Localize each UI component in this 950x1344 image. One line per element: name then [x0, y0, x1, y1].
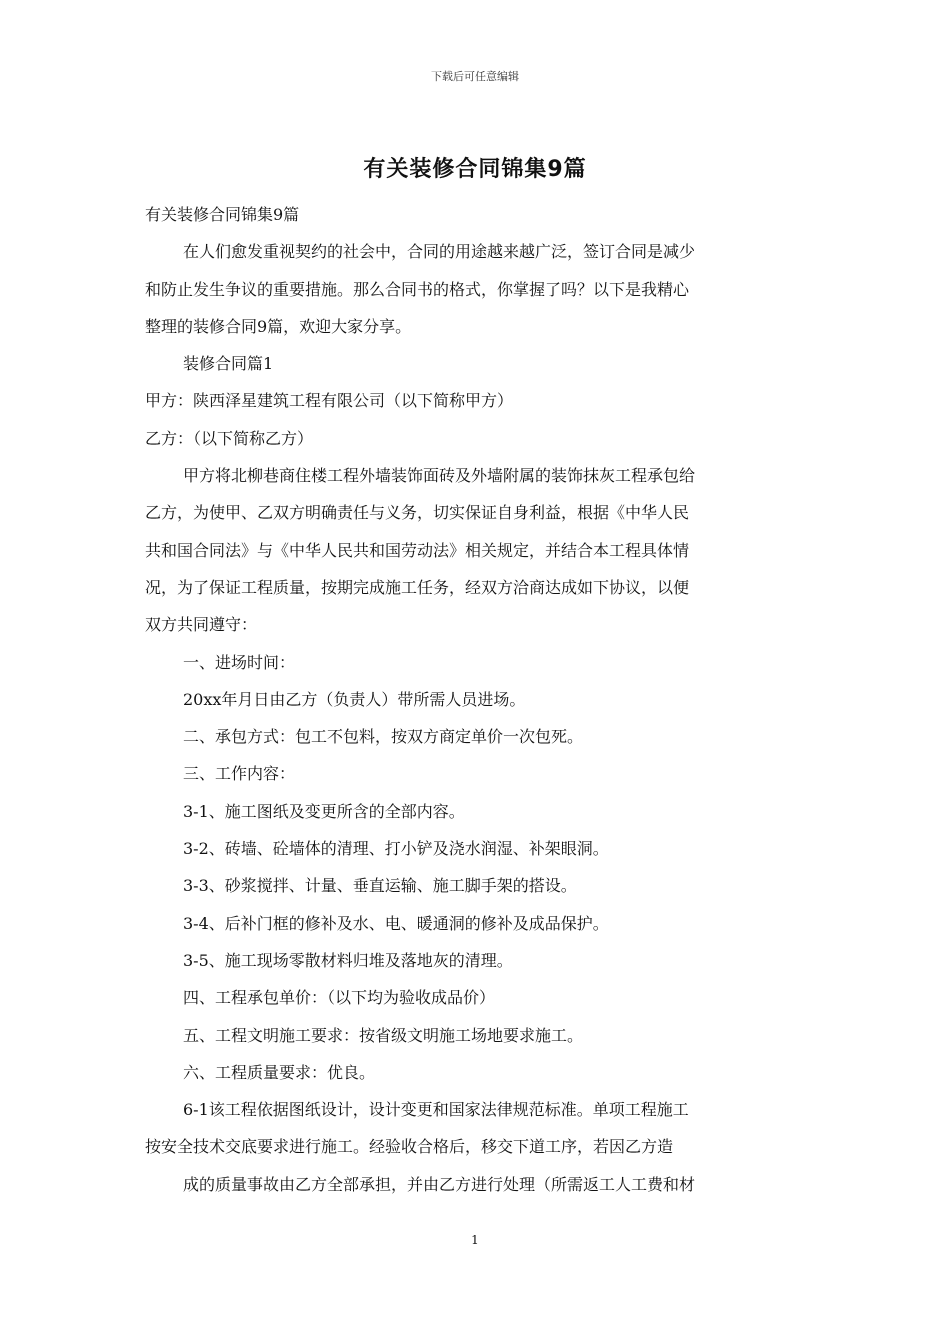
paragraph-line: 3-3、砂浆搅拌、计量、垂直运输、施工脚手架的搭设。	[183, 876, 577, 896]
paragraph-line: 整理的装修合同9篇，欢迎大家分享。	[145, 316, 412, 336]
paragraph-line: 三、工作内容：	[183, 764, 296, 784]
document-body	[145, 196, 807, 1203]
document-title: 有关装修合同锦集9篇	[363, 157, 587, 182]
paragraph-line: 二、承包方式：包工不包料，按双方商定单价一次包死。	[183, 727, 584, 747]
paragraph-line: 和防止发生争议的重要措施。那么合同书的格式，你掌握了吗？以下是我精心	[145, 279, 690, 299]
paragraph-line: 装修合同篇1	[183, 354, 274, 374]
paragraph-line: 成的质量事故由乙方全部承担，并由乙方进行处理（所需返工人工费和材	[183, 1174, 696, 1194]
paragraph-line: 3-1、施工图纸及变更所含的全部内容。	[183, 801, 465, 821]
paragraph-line: 共和国合同法》与《中华人民共和国劳动法》相关规定，并结合本工程具体情	[145, 540, 690, 560]
paragraph-line: 六、工程质量要求：优良。	[183, 1062, 376, 1082]
paragraph-line: 甲方：陕西泽星建筑工程有限公司（以下简称甲方）	[145, 391, 514, 411]
page-number: 1	[471, 1233, 479, 1247]
paragraph-line: 20xx年月日由乙方（负责人）带所需人员进场。	[183, 689, 526, 709]
paragraph-line: 3-2、砖墙、砼墙体的清理、打小铲及浇水润湿、补架眼洞。	[183, 839, 609, 859]
paragraph-line: 四、工程承包单价：（以下均为验收成品价）	[183, 988, 496, 1008]
paragraph-line: 有关装修合同锦集9篇	[145, 205, 300, 224]
paragraph-line: 双方共同遵守：	[145, 615, 258, 635]
paragraph-line: 一、进场时间：	[183, 652, 296, 672]
page-header: 下载后可任意编辑	[431, 70, 519, 83]
paragraph-line: 况，为了保证工程质量，按期完成施工任务，经双方洽商达成如下协议，以便	[145, 577, 690, 597]
paragraph-line: 乙方，为使甲、乙双方明确责任与义务，切实保证自身利益，根据《中华人民	[145, 503, 690, 523]
paragraph-line: 按安全技术交底要求进行施工。经验收合格后，移交下道工序，若因乙方造	[145, 1137, 674, 1157]
paragraph-line: 3-5、施工现场零散材料归堆及落地灰的清理。	[183, 950, 513, 970]
paragraph-line: 3-4、后补门框的修补及水、电、暖通洞的修补及成品保护。	[183, 913, 609, 933]
paragraph-line: 五、工程文明施工要求：按省级文明施工场地要求施工。	[183, 1025, 584, 1045]
paragraph-line: 甲方将北柳巷商住楼工程外墙装饰面砖及外墙附属的装饰抹灰工程承包给	[183, 466, 696, 486]
paragraph-line: 在人们愈发重视契约的社会中，合同的用途越来越广泛，签订合同是减少	[183, 242, 696, 262]
paragraph-line: 乙方：（以下简称乙方）	[145, 428, 314, 448]
paragraph-line: 6-1该工程依据图纸设计，设计变更和国家法律规范标准。单项工程施工	[183, 1100, 689, 1120]
